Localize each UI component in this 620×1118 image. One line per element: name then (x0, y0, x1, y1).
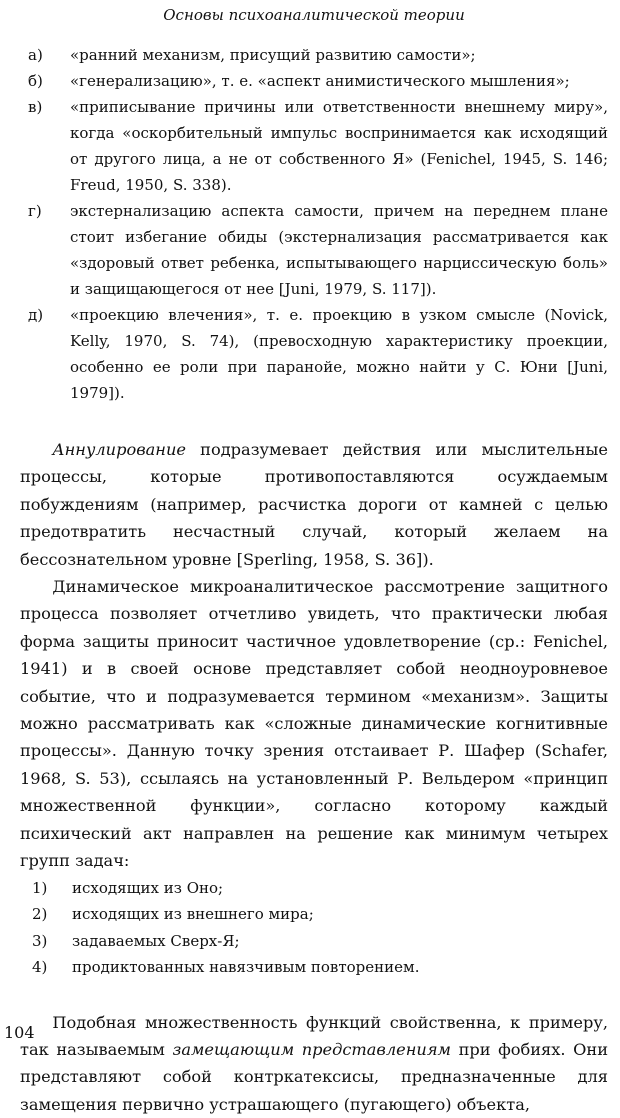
list-item (20, 302, 608, 406)
paragraph-annulment (20, 436, 608, 573)
list-item-text: продиктованных навязчивым повторением. (72, 958, 419, 976)
list-marker: б) (28, 68, 43, 94)
list-item-text: «приписывание причины или ответственности внешнему миру», когда «оскорбительный импульс воспринимается как исходящий от другого лица, а не от собственного Я» (Fenichel, 1945, S. 146; Freud, 1950, S. 338). (70, 98, 608, 194)
italic-term: замещающим представлениям (173, 1040, 451, 1059)
list-item-text: «проекцию влечения», т. е. проекцию в узком смысле (Novick, Kelly, 1970, S. 74), (превосходную характеристику проекции, особенно ее роли при паранойе, можно найти у С. Юни [Juni, 1979]). (70, 306, 608, 402)
italic-term: Аннулирование (52, 440, 186, 459)
paragraph-text: подразумевает действия или мыслительные процессы, которые противопоставляются осуждаемым побуждениям (например, расчистка дороги от камней с целью предотвратить несчастный случай, который желаем на бессознательном уровне [Sperling, 1958, S. 36]). (20, 440, 608, 569)
running-title: Основы психоаналитической теории (20, 0, 608, 26)
list-marker: 1) (32, 875, 47, 902)
paragraph-multiple-functions (20, 1009, 608, 1118)
list-item (20, 94, 608, 198)
list-marker: 2) (32, 901, 47, 928)
paragraph-text: при фобиях. Они представляют собой контркатексисы, предназначенные для замещения первично устрашающего (пугающего) объекта, (20, 1040, 608, 1114)
list-item (20, 198, 608, 302)
list-item-text: исходящих из внешнего мира; (72, 905, 314, 923)
list-item (20, 954, 608, 981)
list-marker: 3) (32, 928, 47, 955)
list-item-text: «генерализацию», т. е. «аспект анимистического мышления»; (70, 72, 570, 90)
list-marker: д) (28, 302, 43, 328)
list-marker: 4) (32, 954, 47, 981)
list-item-text: экстернализацию аспекта самости, причем на переднем плане стоит избегание обиды (экстернализация рассматривается как «здоровый ответ ребенка, испытывающего нарциссическую боль» и защищающегося от нее [Juni, 1979, S. 117]). (70, 202, 608, 298)
list-item (20, 42, 608, 68)
lettered-list (20, 42, 608, 406)
list-marker: г) (28, 198, 42, 224)
list-item (20, 928, 608, 955)
list-item-text: задаваемых Сверх-Я; (72, 932, 240, 950)
list-item (20, 875, 608, 902)
page-number: 104 (4, 1023, 35, 1042)
list-item (20, 68, 608, 94)
list-item (20, 901, 608, 928)
paragraph-text: Подобная множественность функций свойственна, к примеру, так называемым (20, 1013, 608, 1059)
list-item-text: «ранний механизм, присущий развитию самости»; (70, 46, 476, 64)
list-marker: в) (28, 94, 42, 120)
list-item-text: исходящих из Оно; (72, 879, 223, 897)
numbered-list (20, 875, 608, 981)
list-marker: а) (28, 42, 43, 68)
paragraph-dynamic-analysis: Динамическое микроаналитическое рассмотрение защитного процесса позволяет отчетливо увидеть, что практически любая форма защиты приносит частичное удовлетворение (ср.: Fenichel, 1941) и в своей основе представляет собой неодноуровневое событие, что и подразумевается термином «механизм». Защиты можно рассматривать как «сложные динамические когнитивные процессы». Данную точку зрения отстаивает Р. Шафер (Schafer, 1968, S. 53), ссылаясь на установленный Р. Вельдером «принцип множественной функции», согласно которому каждый психический акт направлен на решение как минимум четырех групп задач: (20, 573, 608, 874)
